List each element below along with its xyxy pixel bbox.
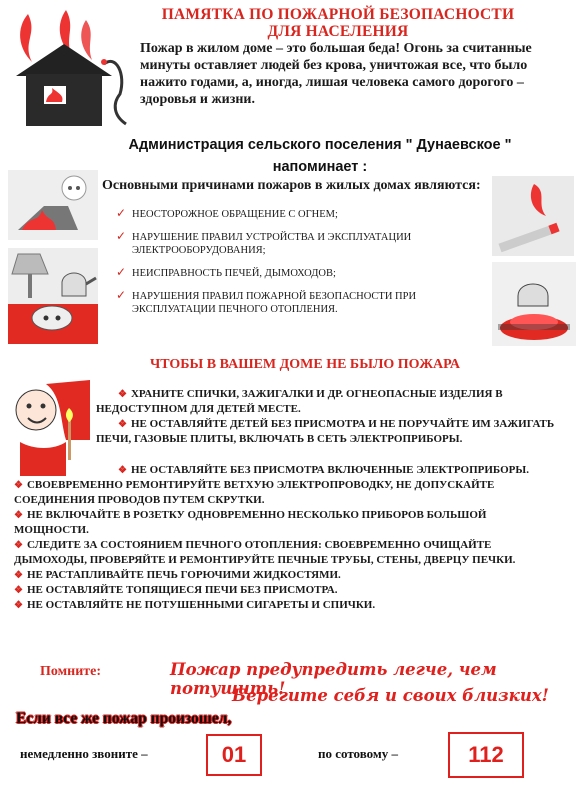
slogan-line-2: Берегите себя и своих близких!: [232, 686, 549, 705]
child-matches-icon: [6, 380, 90, 476]
check-icon: ✓: [116, 206, 127, 220]
bullet-icon: ❖: [14, 480, 23, 491]
fire-number-box: 01: [206, 734, 262, 776]
remember-label: Помните:: [40, 664, 102, 679]
list-item: ❖ НЕ ОСТАВЛЯЙТЕ БЕЗ ПРИСМОТРА ВКЛЮЧЕННЫЕ ЭЛЕКТРОПРИБОРЫ.: [118, 464, 529, 476]
title-line-1: ПАМЯТКА ПО ПОЖАРНОЙ БЕЗОПАСНОСТИ: [161, 6, 515, 23]
list-item: ✓ НАРУШЕНИЕ ПРАВИЛ УСТРОЙСТВА И ЭКСПЛУАТАЦИИ ЭЛЕКТРООБОРУДОВАНИЯ;: [116, 229, 412, 256]
list-item: ❖ НЕ ОСТАВЛЯЙТЕ ТОПЯЩИЕСЯ ПЕЧИ БЕЗ ПРИСМОТРА.: [14, 584, 338, 596]
list-item: ❖ НЕ ВКЛЮЧАЙТЕ В РОЗЕТКУ ОДНОВРЕМЕННО НЕСКОЛЬКО ПРИБОРОВ БОЛЬШОЙ МОЩНОСТИ.: [14, 509, 487, 536]
stove-outlet-icon: [8, 304, 98, 344]
administration-line-2: напоминает :: [272, 159, 368, 175]
administration-line-1: Администрация сельского поселения " Дунаевское ": [128, 137, 512, 153]
intro-text: Пожар в жилом доме – это большая беда! Огонь за считанные минуты оставляет людей без крова, уничтожая все, что было нажито годами, а, иногда, лишая человека самого дорогого – здоровья и жизни.: [140, 41, 532, 107]
prevention-heading: ЧТОБЫ В ВАШЕМ ДОМЕ НЕ БЫЛО ПОЖАРА: [149, 357, 461, 372]
bullet-icon: ❖: [14, 600, 23, 611]
bullet-icon: ❖: [14, 540, 23, 551]
list-item: ✓ НЕОСТОРОЖНОЕ ОБРАЩЕНИЕ С ОГНЕМ;: [116, 206, 338, 220]
emergency-heading: Если все же пожар произошел,: [16, 710, 232, 727]
title-line-2: ДЛЯ НАСЕЛЕНИЯ: [267, 23, 409, 40]
check-icon: ✓: [116, 229, 127, 243]
administration-notice: [60, 134, 580, 178]
list-item: ❖ СЛЕДИТЕ ЗА СОСТОЯНИЕМ ПЕЧНОГО ОТОПЛЕНИЯ: СВОЕВРЕМЕННО ОЧИЩАЙТЕ ДЫМОХОДЫ, ПРОВЕРЯЙТЕ И РЕМОНТИРУЙТЕ ПЕЧНЫЕ ТРУБЫ, СТЕНЫ, ДВЕРЦУ ПЕЧКИ.: [14, 539, 516, 566]
list-item: ❖ ХРАНИТЕ СПИЧКИ, ЗАЖИГАЛКИ И ДР. ОГНЕОПАСНЫЕ ИЗДЕЛИЯ В НЕДОСТУПНОМ ДЛЯ ДЕТЕЙ МЕСТЕ.: [96, 388, 503, 415]
list-item: ❖ СВОЕВРЕМЕННО РЕМОНТИРУЙТЕ ВЕТХУЮ ЭЛЕКТРОПРОВОДКУ, НЕ ДОПУСКАЙТЕ СОЕДИНЕНИЯ ПРОВОДОВ ПУТЕМ СКРУТКИ.: [14, 479, 495, 506]
causes-list: [112, 208, 487, 326]
list-item: ❖ НЕ ОСТАВЛЯЙТЕ НЕ ПОТУШЕННЫМИ СИГАРЕТЫ И СПИЧКИ.: [14, 599, 376, 611]
check-icon: ✓: [116, 265, 127, 279]
cigarette-icon: [492, 176, 574, 256]
prevention-rules: [96, 387, 566, 447]
causes-heading: Основными причинами пожаров в жилых домах являются:: [102, 178, 481, 193]
list-item: ✓ НЕИСПРАВНОСТЬ ПЕЧЕЙ, ДЫМОХОДОВ;: [116, 265, 336, 279]
lamp-icon: [8, 248, 98, 304]
mobile-number-box: 112: [448, 732, 524, 778]
list-item: ✓ НАРУШЕНИЯ ПРАВИЛ ПОЖАРНОЙ БЕЗОПАСНОСТИ ПРИ ЭКСПЛУАТАЦИИ ПЕЧНОГО ОТОПЛЕНИЯ.: [116, 288, 417, 315]
bullet-icon: ❖: [118, 419, 127, 430]
bullet-icon: ❖: [118, 389, 127, 400]
page-title: [118, 6, 558, 40]
mobile-label: по сотовому –: [318, 746, 399, 761]
list-item: ❖ НЕ ОСТАВЛЯЙТЕ ДЕТЕЙ БЕЗ ПРИСМОТРА И НЕ ПОРУЧАЙТЕ ИМ ЗАЖИГАТЬ ПЕЧИ, ГАЗОВЫЕ ПЛИТЫ, ВКЛЮЧАТЬ В СЕТЬ ЭЛЕКТРОПРИБОРЫ.: [96, 418, 555, 445]
house-fire-icon: [8, 4, 136, 132]
call-label: немедленно звоните –: [20, 746, 148, 761]
gas-burner-icon: [492, 262, 576, 346]
bullet-icon: ❖: [118, 465, 127, 476]
bullet-icon: ❖: [14, 585, 23, 596]
bullet-icon: ❖: [14, 510, 23, 521]
slogan-line-1: Пожар предупредить легче, чем потушить!: [170, 660, 497, 698]
check-icon: ✓: [116, 288, 127, 302]
bullet-icon: ❖: [14, 570, 23, 581]
list-item: ❖ НЕ РАСТАПЛИВАЙТЕ ПЕЧЬ ГОРЮЧИМИ ЖИДКОСТЯМИ.: [14, 569, 341, 581]
socket-icon: [8, 170, 98, 240]
prevention-rules-cont: [14, 463, 560, 613]
